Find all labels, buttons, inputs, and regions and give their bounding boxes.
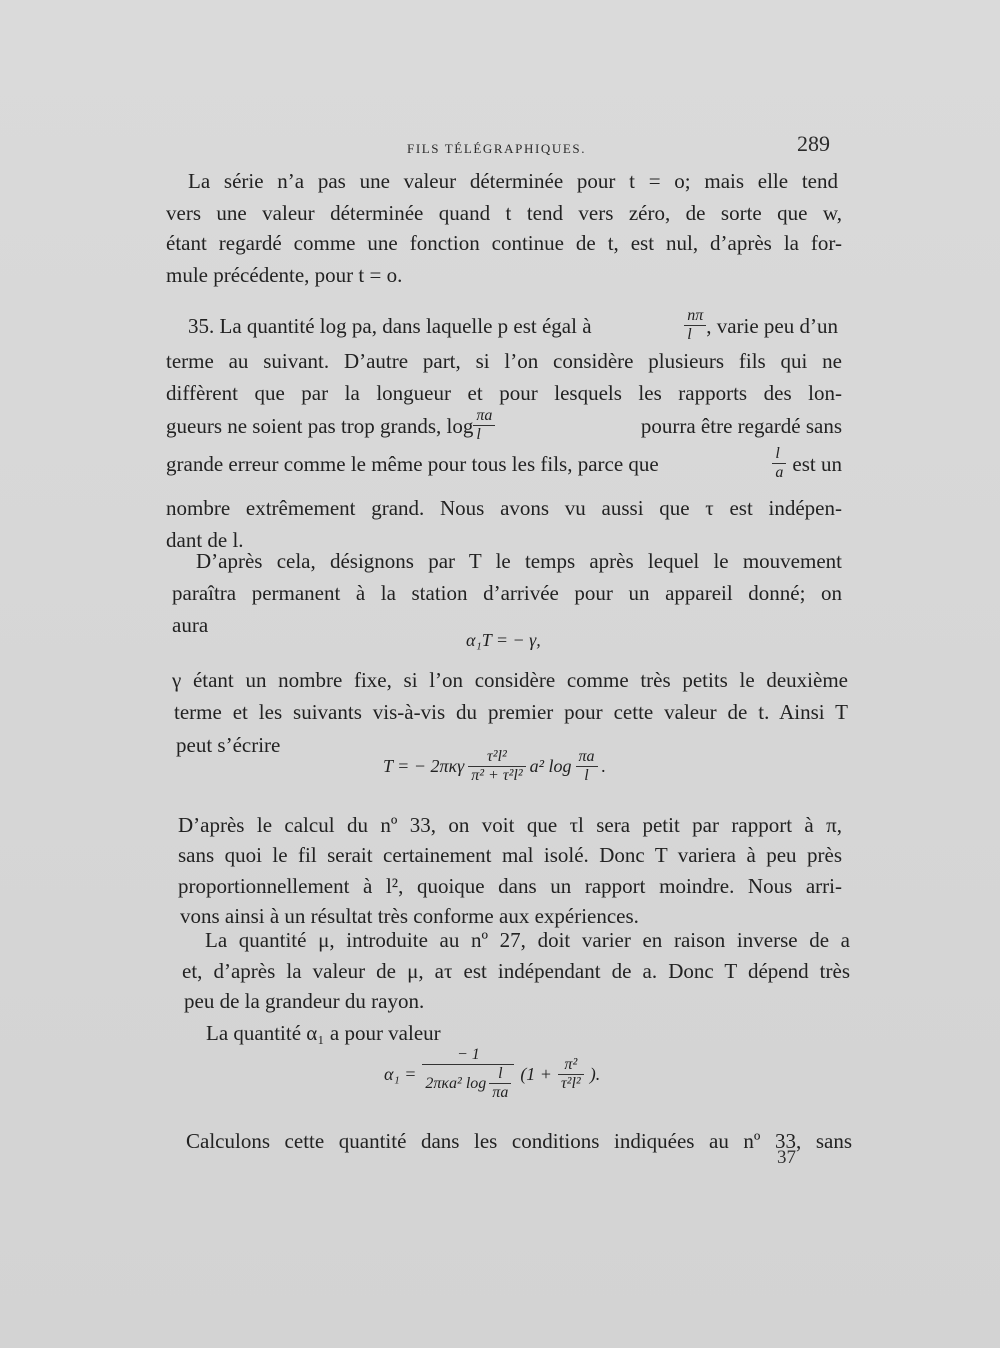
text-segment: gueurs ne soient pas trop grands, log [166,413,474,438]
fraction [473,407,495,444]
fraction-numerator: πa [576,748,598,767]
fraction-denominator: πa [492,1084,509,1101]
text-line: vons ainsi à un résultat très conforme aux expériences. [180,904,639,928]
text-segment: grande erreur comme le même pour tous les fils, parce que [166,451,659,476]
text-line: D’après cela, désignons par T le temps après lequel le mouvement [196,549,842,573]
equation-part: (1 + [520,1063,552,1084]
running-head: FILS TÉLÉGRAPHIQUES. [407,141,587,156]
fraction-numerator: l [772,445,786,464]
equation-part: T = − 2πκγ [383,756,465,776]
text-line [166,445,842,482]
text-line: étant regardé comme une fonction continue de t, est nul, d’après la for- [166,231,842,255]
fraction [684,307,706,344]
text-segment: 35. La quantité log pa, dans laquelle p est égal à [188,313,592,338]
fraction [422,1046,514,1102]
fraction [576,748,598,785]
text-line: terme et les suivants vis-à-vis du premier pour cette valeur de t. Ainsi T [174,700,848,724]
text-line: D’après le calcul du nº 33, on voit que τl sera petit par rapport à π, [178,813,842,837]
fraction-numerator: l [489,1065,511,1084]
text-line: La quantité α₁ a pour valeur [206,1021,441,1045]
text-line: vers une valeur déterminée quand t tend vers zéro, de sorte que w, [166,201,842,225]
fraction-denominator: l [584,767,589,784]
fraction [772,445,786,482]
text-line: mule précédente, pour t = o. [166,263,403,287]
text-line: terme au suivant. D’autre part, si l’on considère plusieurs fils qui ne [166,349,842,373]
equation-part: α₁ = [384,1063,417,1084]
fraction [489,1065,511,1102]
text-line: La quantité μ, introduite au nº 27, doit varier en raison inverse de a [205,928,850,952]
text-line: proportionnellement à l², quoique dans un rapport moindre. Nous arri- [178,874,842,898]
text-segment: pourra être regardé sans [640,413,842,438]
fraction [468,748,525,785]
fraction-numerator: πa [473,407,495,426]
equation-part: ). [589,1063,601,1084]
fraction-numerator: nπ [684,307,706,326]
fraction-denominator [422,1065,514,1102]
text-line [188,307,838,344]
fraction-numerator: π² [558,1056,584,1075]
text-line: paraîtra permanent à la station d’arrivée pour un appareil donné; on [172,581,842,605]
fraction-numerator: − 1 [422,1046,514,1065]
fraction-denominator: l [687,326,692,343]
signature-mark: 37 [777,1147,796,1168]
equation: α₁T = − γ, [466,630,541,650]
text-line: peut s’écrire [176,733,281,757]
text-line: dant de l. [166,528,244,552]
text-line: diffèrent que par la longueur et pour lesquels les rapports des lon- [166,381,842,405]
text-segment: , varie peu d’un [706,313,838,338]
fraction-numerator: τ²l² [468,748,525,767]
text-segment: est un [792,451,842,476]
text-line: Calculons cette quantité dans les conditions indiquées au nº 33, sans [186,1129,852,1153]
text-line: sans quoi le fil serait certainement mal isolé. Donc T variera à peu près [178,843,842,867]
fraction-denominator: l [476,426,481,443]
page-number: 289 [797,131,830,156]
equation-part: a² log [529,756,572,776]
fraction-denominator: a [775,464,784,481]
text-line: et, d’après la valeur de μ, aτ est indépendant de a. Donc T dépend très [182,959,850,983]
equation-part: 2πκa² log [425,1074,487,1092]
text-line: peu de la grandeur du rayon. [184,989,425,1013]
equation [384,1046,600,1102]
fraction [558,1056,584,1093]
text-line [166,407,842,444]
text-line: La série n’a pas une valeur déterminée pour t = o; mais elle tend [188,169,838,193]
fraction-denominator: π² + τ²l² [471,767,523,784]
fraction-denominator: τ²l² [560,1074,581,1092]
text-line: nombre extrêmement grand. Nous avons vu aussi que τ est indépen- [166,496,842,520]
equation-part: . [601,756,607,776]
equation [383,748,606,785]
text-line: γ étant un nombre fixe, si l’on considère comme très petits le deuxième [172,668,848,692]
text-line: aura [172,613,209,637]
